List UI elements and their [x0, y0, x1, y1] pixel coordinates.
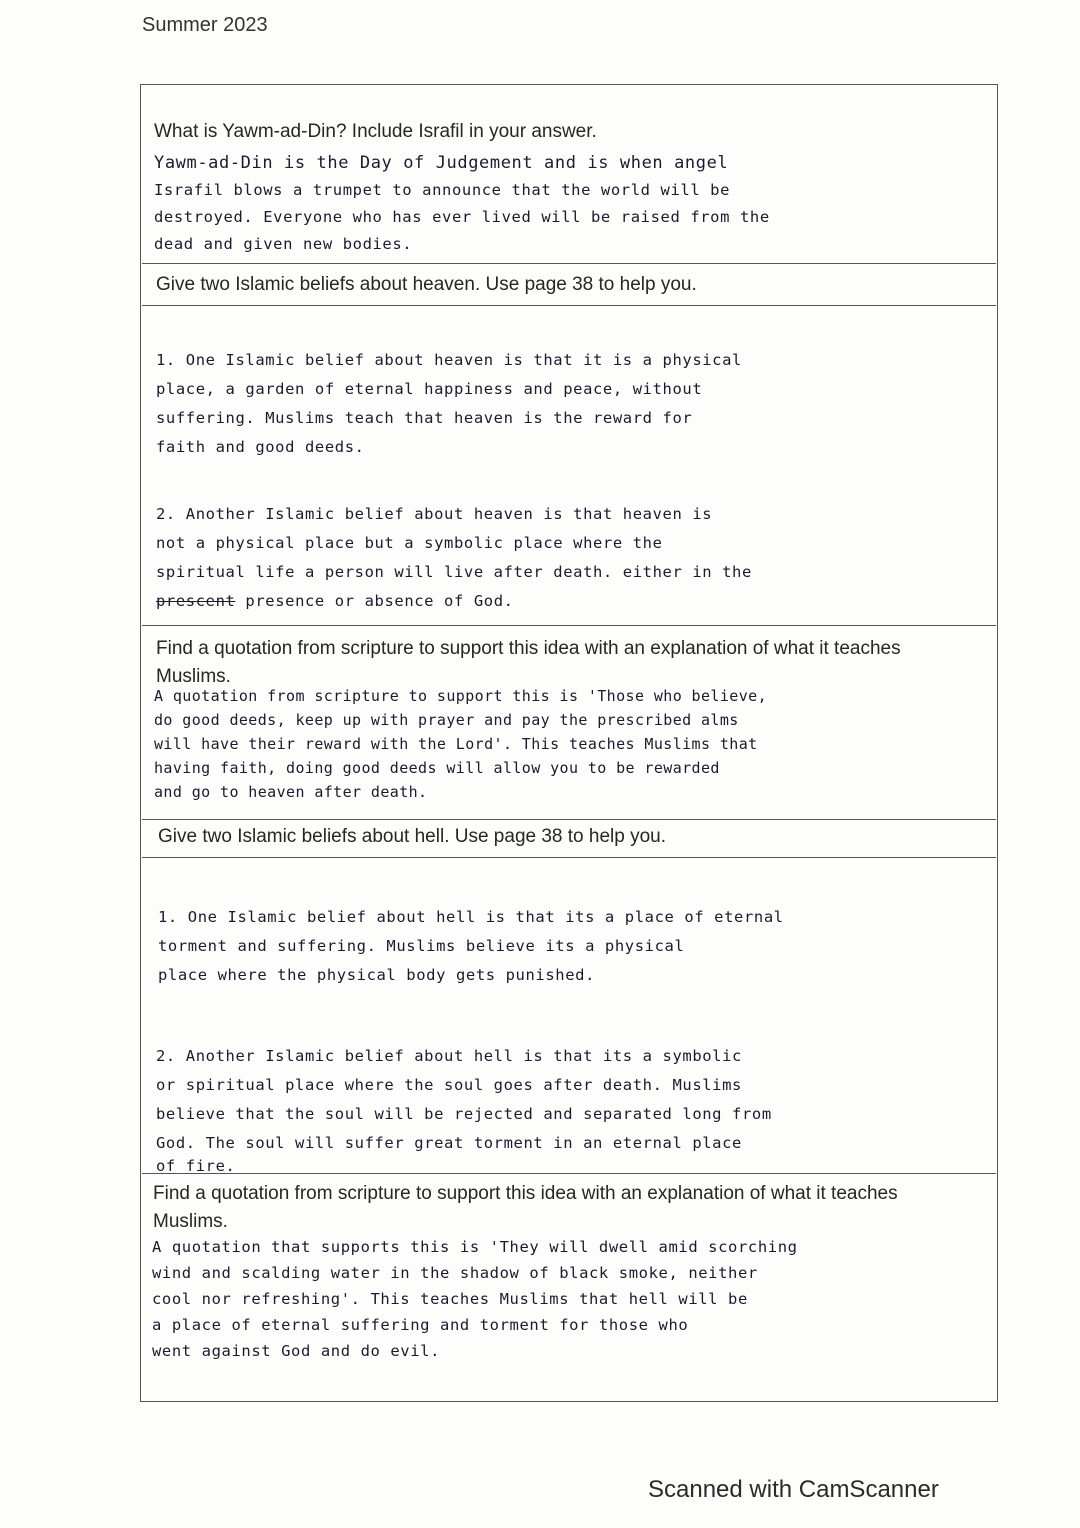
answer-line: spiritual life a person will live after death. either in the: [156, 563, 752, 581]
question-heaven-beliefs: Give two Islamic beliefs about heaven. Use page 38 to help you.: [156, 274, 697, 295]
answer-line: and go to heaven after death.: [154, 783, 428, 801]
answer-line: 1. One Islamic belief about hell is that its a place of eternal: [158, 908, 784, 926]
answer-hell-quotation: [152, 1234, 798, 1364]
answer-line: torment and suffering. Muslims believe its a physical: [158, 937, 685, 955]
answer-line: A quotation that supports this is 'They will dwell amid scorching: [152, 1238, 798, 1256]
answer-line: place where the physical body gets punished.: [158, 966, 595, 984]
answer-line: [156, 587, 752, 616]
answer-line: went against God and do evil.: [152, 1342, 441, 1360]
question-hell-quotation: Find a quotation from scripture to support this idea with an explanation of what it teaches Muslims.: [153, 1183, 898, 1232]
answer-yawm-ad-din: [154, 150, 770, 258]
answer-line: faith and good deeds.: [156, 438, 365, 456]
answer-heaven-quotation: [154, 684, 767, 804]
question-yawm-ad-din: What is Yawm-ad-Din? Include Israfil in your answer.: [154, 121, 597, 142]
section-divider: [142, 305, 996, 306]
answer-line: Israfil blows a trumpet to announce that the world will be: [154, 181, 731, 199]
answer-hell-belief-2: [156, 1042, 772, 1174]
answer-line: Yawm-ad-Din is the Day of Judgement and is when angel: [154, 153, 729, 173]
answer-line: suffering. Muslims teach that heaven is the reward for: [156, 409, 693, 427]
answer-line: of fire.: [156, 1157, 236, 1175]
answer-heaven-belief-2: [156, 500, 752, 616]
answer-line: 1. One Islamic belief about heaven is that it is a physical: [156, 351, 742, 369]
crossed-out-word: prescent: [156, 592, 236, 610]
question-heaven-quotation: Find a quotation from scripture to support this idea with an explanation of what it teaches Muslims.: [156, 638, 901, 687]
answer-line: place, a garden of eternal happiness and peace, without: [156, 380, 703, 398]
answer-line: 2. Another Islamic belief about hell is that its a symbolic: [156, 1047, 742, 1065]
answer-line: cool nor refreshing'. This teaches Muslims that hell will be: [152, 1290, 748, 1308]
answer-line: having faith, doing good deeds will allow you to be rewarded: [154, 759, 720, 777]
question-hell-beliefs: Give two Islamic beliefs about hell. Use page 38 to help you.: [158, 826, 667, 847]
section-divider: [142, 1173, 996, 1174]
section-divider: [142, 857, 996, 858]
section-divider: [142, 263, 996, 264]
answer-line: believe that the soul will be rejected and separated long from: [156, 1105, 772, 1123]
answer-line: will have their reward with the Lord'. This teaches Muslims that: [154, 735, 758, 753]
scanner-watermark: Scanned with CamScanner: [648, 1476, 939, 1503]
answer-line: God. The soul will suffer great torment in an eternal place: [156, 1134, 742, 1152]
section-divider: [142, 625, 996, 626]
section-divider: [142, 819, 996, 820]
answer-line: 2. Another Islamic belief about heaven is that heaven is: [156, 505, 713, 523]
answer-heaven-belief-1: [156, 346, 742, 462]
answer-line: wind and scalding water in the shadow of black smoke, neither: [152, 1264, 758, 1282]
page-header: Summer 2023: [142, 14, 268, 36]
worksheet-top-border: [140, 84, 998, 85]
answer-hell-belief-1: [158, 903, 784, 990]
answer-line: destroyed. Everyone who has ever lived will be raised from the: [154, 208, 770, 226]
answer-line: dead and given new bodies.: [154, 235, 413, 253]
answer-line: not a physical place but a symbolic place where the: [156, 534, 663, 552]
answer-line-text: presence or absence of God.: [245, 592, 514, 610]
answer-line: a place of eternal suffering and torment for those who: [152, 1316, 689, 1334]
answer-line: do good deeds, keep up with prayer and pay the prescribed alms: [154, 711, 739, 729]
answer-line: A quotation from scripture to support this is 'Those who believe,: [154, 687, 767, 705]
answer-line: or spiritual place where the soul goes after death. Muslims: [156, 1076, 742, 1094]
